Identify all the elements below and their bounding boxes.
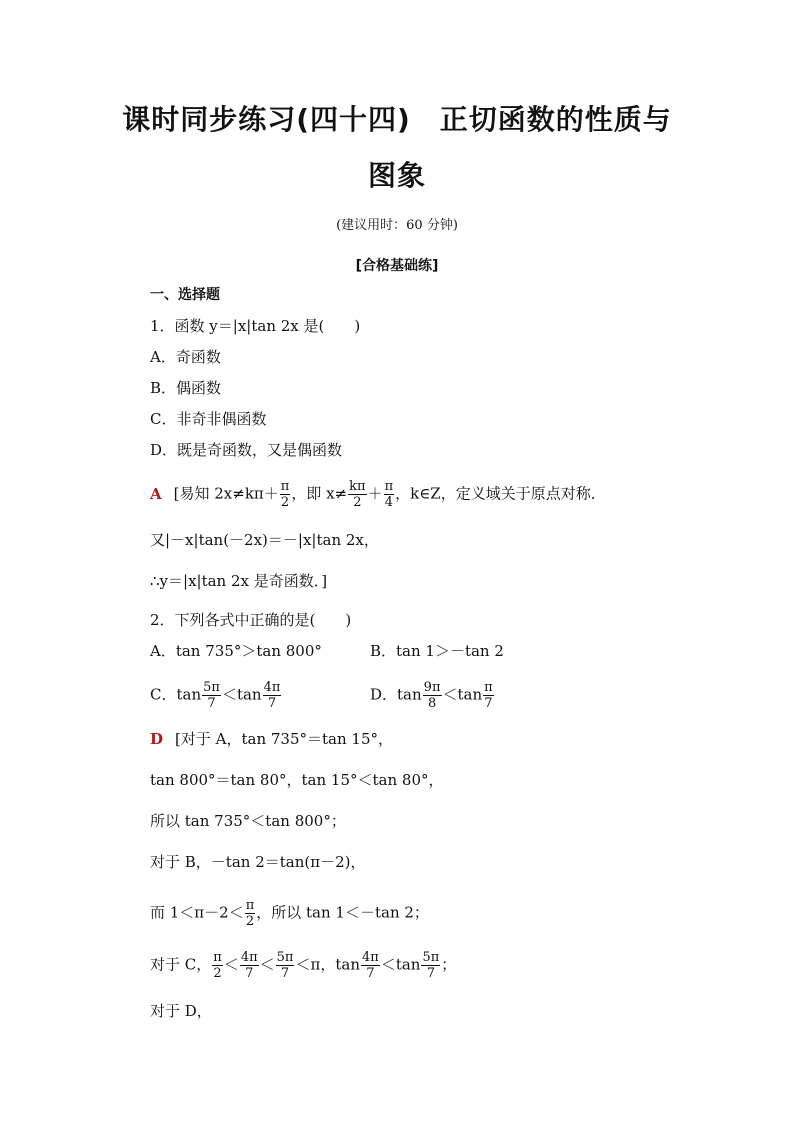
q2-explanation-line3: 所以 tan 735°＜tan 800°；	[150, 812, 346, 830]
time-note: (建议用时：60 分钟)	[336, 218, 458, 233]
q2-answer: D	[150, 730, 164, 748]
page-title-line2: 图象	[367, 159, 426, 192]
fraction: $\frac{k\pi}{2}$	[349, 479, 366, 510]
q1-option-c: C．非奇非偶函数	[150, 410, 267, 428]
q1-explanation-line3: ∴y＝|x|tan 2x 是奇函数．]	[150, 572, 328, 590]
q2-option-a: A．tan 735°＞tan 800°	[150, 642, 322, 660]
fraction: $\frac{5\pi}{7}$	[276, 950, 294, 981]
fraction: $\frac{\pi}{2}$	[280, 479, 290, 510]
q1-answer: A	[150, 484, 162, 503]
fraction: $\frac{5\pi}{7}$	[422, 950, 440, 981]
q1-explanation-line2: 又|－x|tan(－2x)＝－|x|tan 2x，	[150, 531, 379, 549]
q2-option-d: D．tan $\frac{9\pi}{8}$ ＜tan $\frac{\pi}{7}$	[370, 680, 493, 711]
q2-explanation-line2: tan 800°＝tan 80°，tan 15°＜tan 80°，	[150, 771, 444, 789]
q1-explanation-line1: A [易知 2x≠kπ＋ $\frac{\pi}{2}$ ，即 x≠ $\frac{k\pi}{2}$ ＋ $\frac{\pi}{4}$ ，k∈Z，定义域关于原点对称．	[150, 479, 606, 510]
fraction: $\frac{\pi}{2}$	[245, 898, 255, 929]
q2-explanation-line6: 对于 C， $\frac{\pi}{2}$ ＜ $\frac{4\pi}{7}$ ＜ $\frac{5\pi}{7}$ ＜π，tan $\frac{4\pi}{7}$ ＜tan $\frac{5\pi}{7}$ ；	[150, 950, 457, 981]
fraction: $\frac{5\pi}{7}$	[203, 680, 220, 711]
fraction: $\frac{\pi}{7}$	[484, 680, 493, 711]
section-heading: [合格基础练]	[355, 258, 439, 274]
fraction: $\frac{\pi}{4}$	[384, 479, 394, 510]
fraction: $\frac{\pi}{2}$	[213, 950, 222, 981]
q1-option-d: D．既是奇函数，又是偶函数	[150, 441, 343, 459]
q2-option-c: C．tan $\frac{5\pi}{7}$ ＜tan $\frac{4\pi}{7}$	[150, 680, 281, 711]
q2-explanation-line1: D [对于 A，tan 735°＝tan 15°，	[150, 730, 393, 748]
fraction: $\frac{9\pi}{8}$	[423, 680, 441, 711]
q2-option-b: B．tan 1＞－tan 2	[370, 642, 504, 660]
fraction: $\frac{4\pi}{7}$	[263, 680, 281, 711]
part-heading: 一、选择题	[150, 287, 220, 303]
q1-option-b: B．偶函数	[150, 379, 222, 397]
page-title-line1: 课时同步练习(四十四) 正切函数的性质与	[122, 103, 672, 136]
q1-option-a: A．奇函数	[150, 348, 221, 366]
fraction: $\frac{4\pi}{7}$	[240, 950, 258, 981]
q2-explanation-line4: 对于 B，－tan 2＝tan(π－2)，	[150, 853, 366, 871]
q2-explanation-line7: 对于 D，	[150, 1002, 212, 1020]
fraction: $\frac{4\pi}{7}$	[361, 950, 379, 981]
q1-stem: 1．函数 y＝|x|tan 2x 是( )	[150, 317, 361, 335]
q2-stem: 2．下列各式中正确的是( )	[150, 611, 352, 629]
q2-explanation-line5: 而 1＜π－2＜ $\frac{\pi}{2}$ ，所以 tan 1＜－tan 2；	[150, 898, 429, 929]
